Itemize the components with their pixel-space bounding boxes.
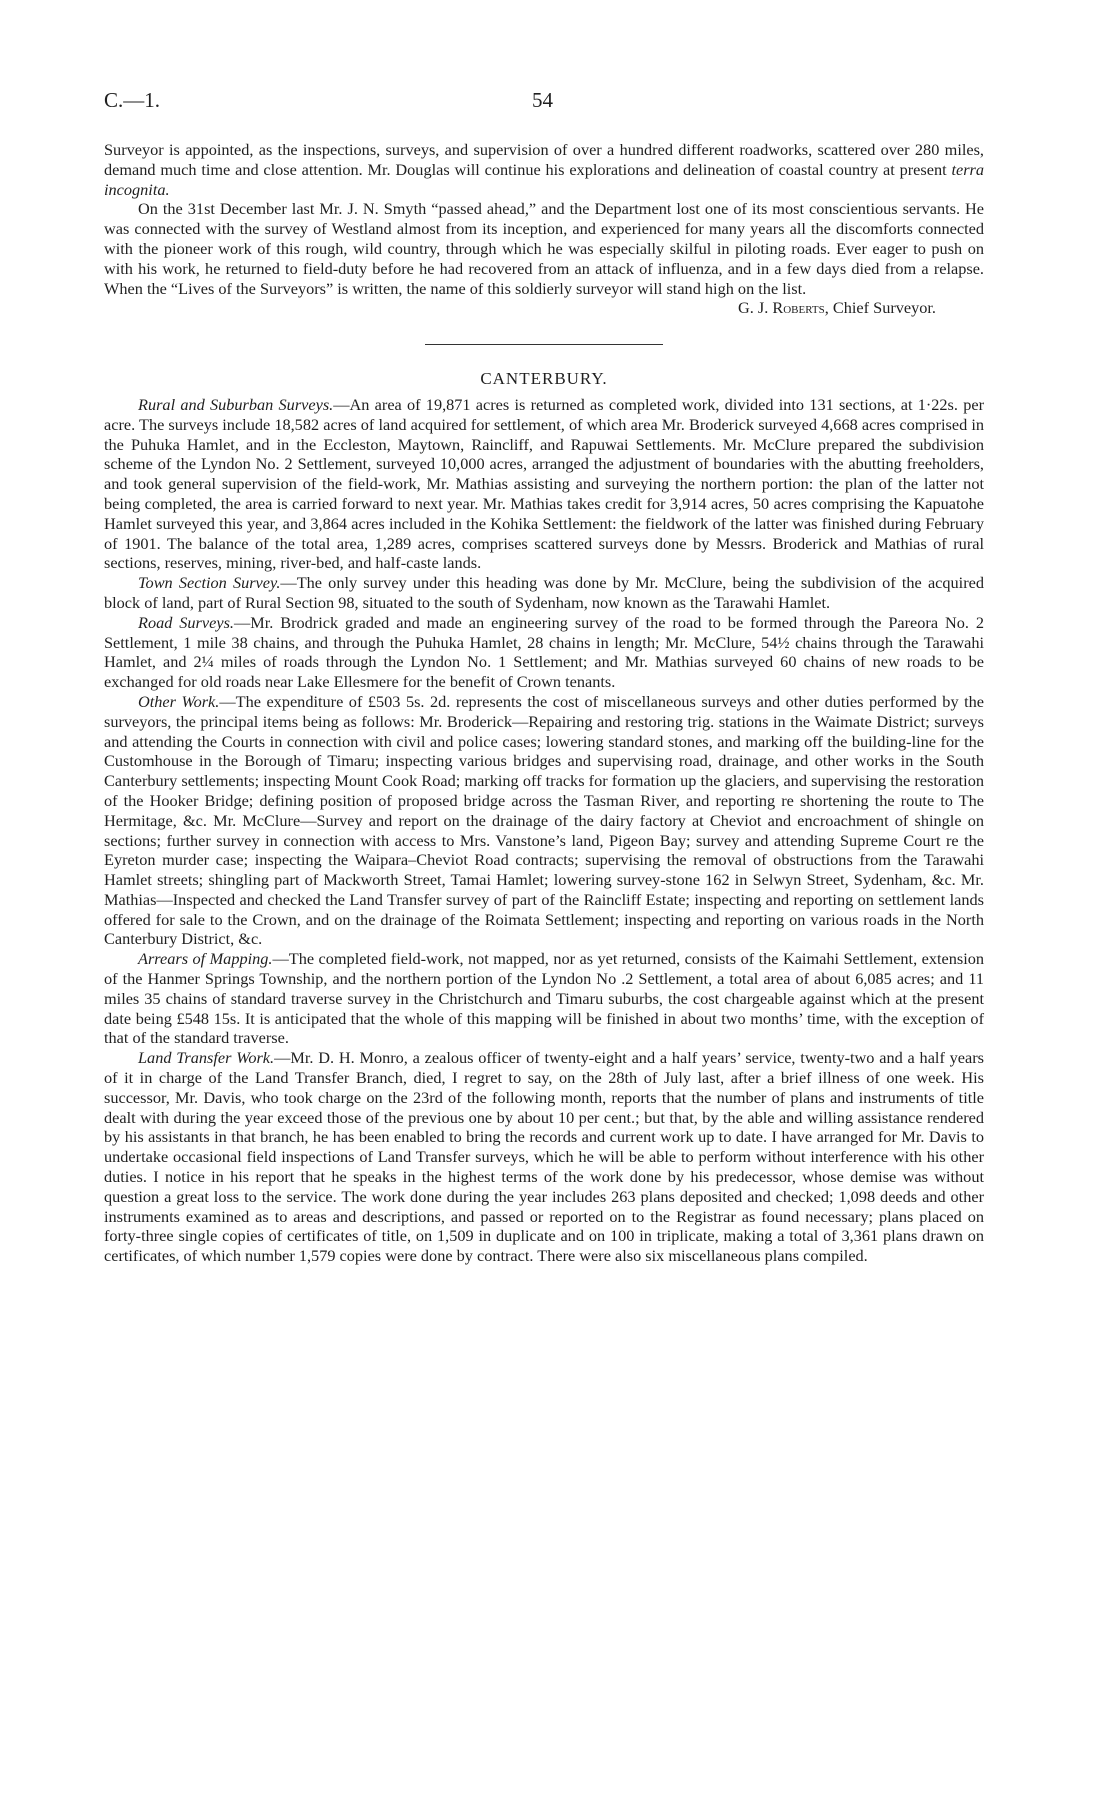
section-divider <box>425 344 663 345</box>
subheading-other: Other Work. <box>138 691 220 711</box>
intro-paragraph-2: On the 31st December last Mr. J. N. Smyth “passed ahead,” and the Department lost one of its most conscientious servants. He was connected with the survey of Westland almost from its inception, and experienced for many years all the discomforts connected with the pioneer work of this rough, wild country, through which he was especially skilful in piloting roads. Ever eager to push on with his work, he returned to field-duty before he had recovered from an attack of influenza, and in a few days died from a relapse. When the “Lives of the Surveyors” is written, the name of this soldierly surveyor will stand high on the list. <box>104 199 984 298</box>
paragraph-land-transfer: Land Transfer Work.—Mr. D. H. Monro, a zealous officer of twenty-eight and a half years’ service, twenty-two and a half years of it in charge of the Land Transfer Branch, died, I regret to say, on the 28th of July last, after a brief illness of one week. His successor, Mr. Davis, who took charge on the 23rd of the following month, reports that the number of plans and instruments of title dealt with during the year exceed those of the previous one by about 10 per cent.; but that, by the able and willing assistance rendered by his assistants in that branch, he has been enabled to bring the records and current work up to date. I have arranged for Mr. Davis to undertake occasional field inspections of Land Transfer surveys, which he will be able to perform without interference with his other duties. I notice in his report that he speaks in the highest terms of the work done by his predecessor, whose demise was without question a great loss to the service. The work done during the year includes 263 plans deposited and checked; 1,098 deeds and other instruments examined as to areas and descriptions, and passed or reported on to the Registrar as found necessary; plans placed on forty-three single copies of certificates of title, on 1,509 in duplicate and on 100 in triplicate, making a total of 3,361 plans drawn on certificates, of which number 1,579 copies were done by contract. There were also six miscellaneous plans compiled. <box>104 1048 985 1266</box>
subheading-road: Road Surveys. <box>138 612 234 632</box>
paragraph-arrears-mapping: Arrears of Mapping.—The completed field-work, not mapped, nor as yet returned, consists of the Kaimahi Settlement, extension of the Hanmer Springs Township, and the northern portion of the Lyndon No .2 Settlement, a total area of about 6,085 acres; and 11 miles 35 chains of standard traverse survey in the Christchurch and Timaru suburbs, the cost chargeable against which at the present date being £548 15s. It is anticipated that the whole of this mapping will be finished in about two months’ time, with the exception of that of the standard traverse. <box>104 949 985 1048</box>
intro-paragraph-1: Surveyor is appointed, as the inspections, surveys, and supervision of over a hundred different roadworks, scattered over 280 miles, demand much time and close attention. Mr. Douglas will continue his explorations and delineation of coastal country at present terra incognita. <box>104 140 985 199</box>
page-header <box>104 88 984 118</box>
page-number: 54 <box>532 88 553 112</box>
body-text <box>104 140 984 1266</box>
subheading-arrears: Arrears of Mapping. <box>138 949 273 969</box>
signature: G. J. Roberts, Chief Surveyor. <box>737 298 936 318</box>
section-heading-canterbury: CANTERBURY. <box>480 369 608 389</box>
signature-name: Roberts <box>772 298 825 318</box>
paragraph-road-surveys: Road Surveys.—Mr. Brodrick graded and made an engineering survey of the road to be formed through the Pareora No. 2 Settlement, 1 mile 38 chains, and through the Puhuka Hamlet, 28 chains in length; Mr. McClure, 54½ chains through the Tarawahi Hamlet, and 2¼ miles of roads through the Lyndon No. 1 Settlement; and Mr. Mathias surveyed 60 chains of new roads to be exchanged for old roads near Lake Ellesmere for the benefit of Crown tenants. <box>104 612 984 692</box>
subheading-rural: Rural and Suburban Surveys. <box>138 394 334 414</box>
document-code: C.—1. <box>104 88 161 112</box>
paragraph-rural-surveys: Rural and Suburban Surveys.—An area of 19,871 acres is returned as completed work, divided into 131 sections, at 1·22s. per acre. The surveys include 18,582 acres of land acquired for settlement, of which area Mr. Broderick surveyed 4,668 acres comprised in the Puhuka Hamlet, and in the Eccleston, Maytown, Raincliff, and Rapuwai Settlements. Mr. McClure prepared the subdivision scheme of the Lyndon No. 2 Settlement, surveyed 10,000 acres, arranged the adjustment of boundaries with the abutting freeholders, and took general supervision of the field-work, Mr. Mathias assisting and surveying the northern portion: the plan of the latter not being completed, the area is carried forward to next year. Mr. Mathias takes credit for 3,914 acres, 50 acres comprising the Kapuatohe Hamlet surveyed this year, and 3,864 acres included in the Kohika Settlement: the fieldwork of the latter was finished during February of 1901. The balance of the total area, 1,289 acres, comprises scattered surveys done by Messrs. Broderick and Mathias of rural sections, reserves, mining, river-bed, and half-caste lands. <box>104 394 984 573</box>
paragraph-town-survey: Town Section Survey.—The only survey under this heading was done by Mr. McClure, being the subdivision of the acquired block of land, part of Rural Section 98, situated to the south of Sydenham, now known as the Tarawahi Hamlet. <box>104 573 984 612</box>
paragraph-other-work: Other Work.—The expenditure of £503 5s. 2d. represents the cost of miscellaneous surveys and other duties performed by the surveyors, the principal items being as follows: Mr. Broderick—Repairing and restoring trig. stations in the Waimate District; surveys and attending the Courts in connection with civil and police cases; lowering standard stones, and marking off the building-line for the Customhouse in the Borough of Timaru; inspecting various bridges and supervising road, drainage, and other works in the South Canterbury settlements; inspecting Mount Cook Road; marking off tracks for formation up the glaciers, and supervising the restoration of the Hooker Bridge; defining position of proposed bridge across the Tasman River, and reporting re shortening the route to The Hermitage, &c. Mr. McClure—Survey and report on the drainage of the dairy factory at Cheviot and encroachment of shingle on sections; further survey in connection with access to Mrs. Vanstone’s land, Pigeon Bay; survey and attending Supreme Court re the Eyreton murder case; inspecting the Waipara–Cheviot Road contracts; supervising the removal of obstructions from the Tarawahi Hamlet streets; shingling part of Mackworth Street, Tamai Hamlet; lowering survey-stone 162 in Selwyn Street, Sydenham, &c. Mr. Mathias—Inspected and checked the Land Transfer survey of part of the Raincliff Estate; inspecting and reporting on settlement lands offered for sale to the Crown, and on the drainage of the Roimata Settlement; inspecting and reporting on various roads in the North Canterbury District, &c. <box>104 691 984 949</box>
subheading-town: Town Section Survey. <box>138 573 281 593</box>
subheading-land-transfer: Land Transfer Work. <box>138 1048 275 1068</box>
